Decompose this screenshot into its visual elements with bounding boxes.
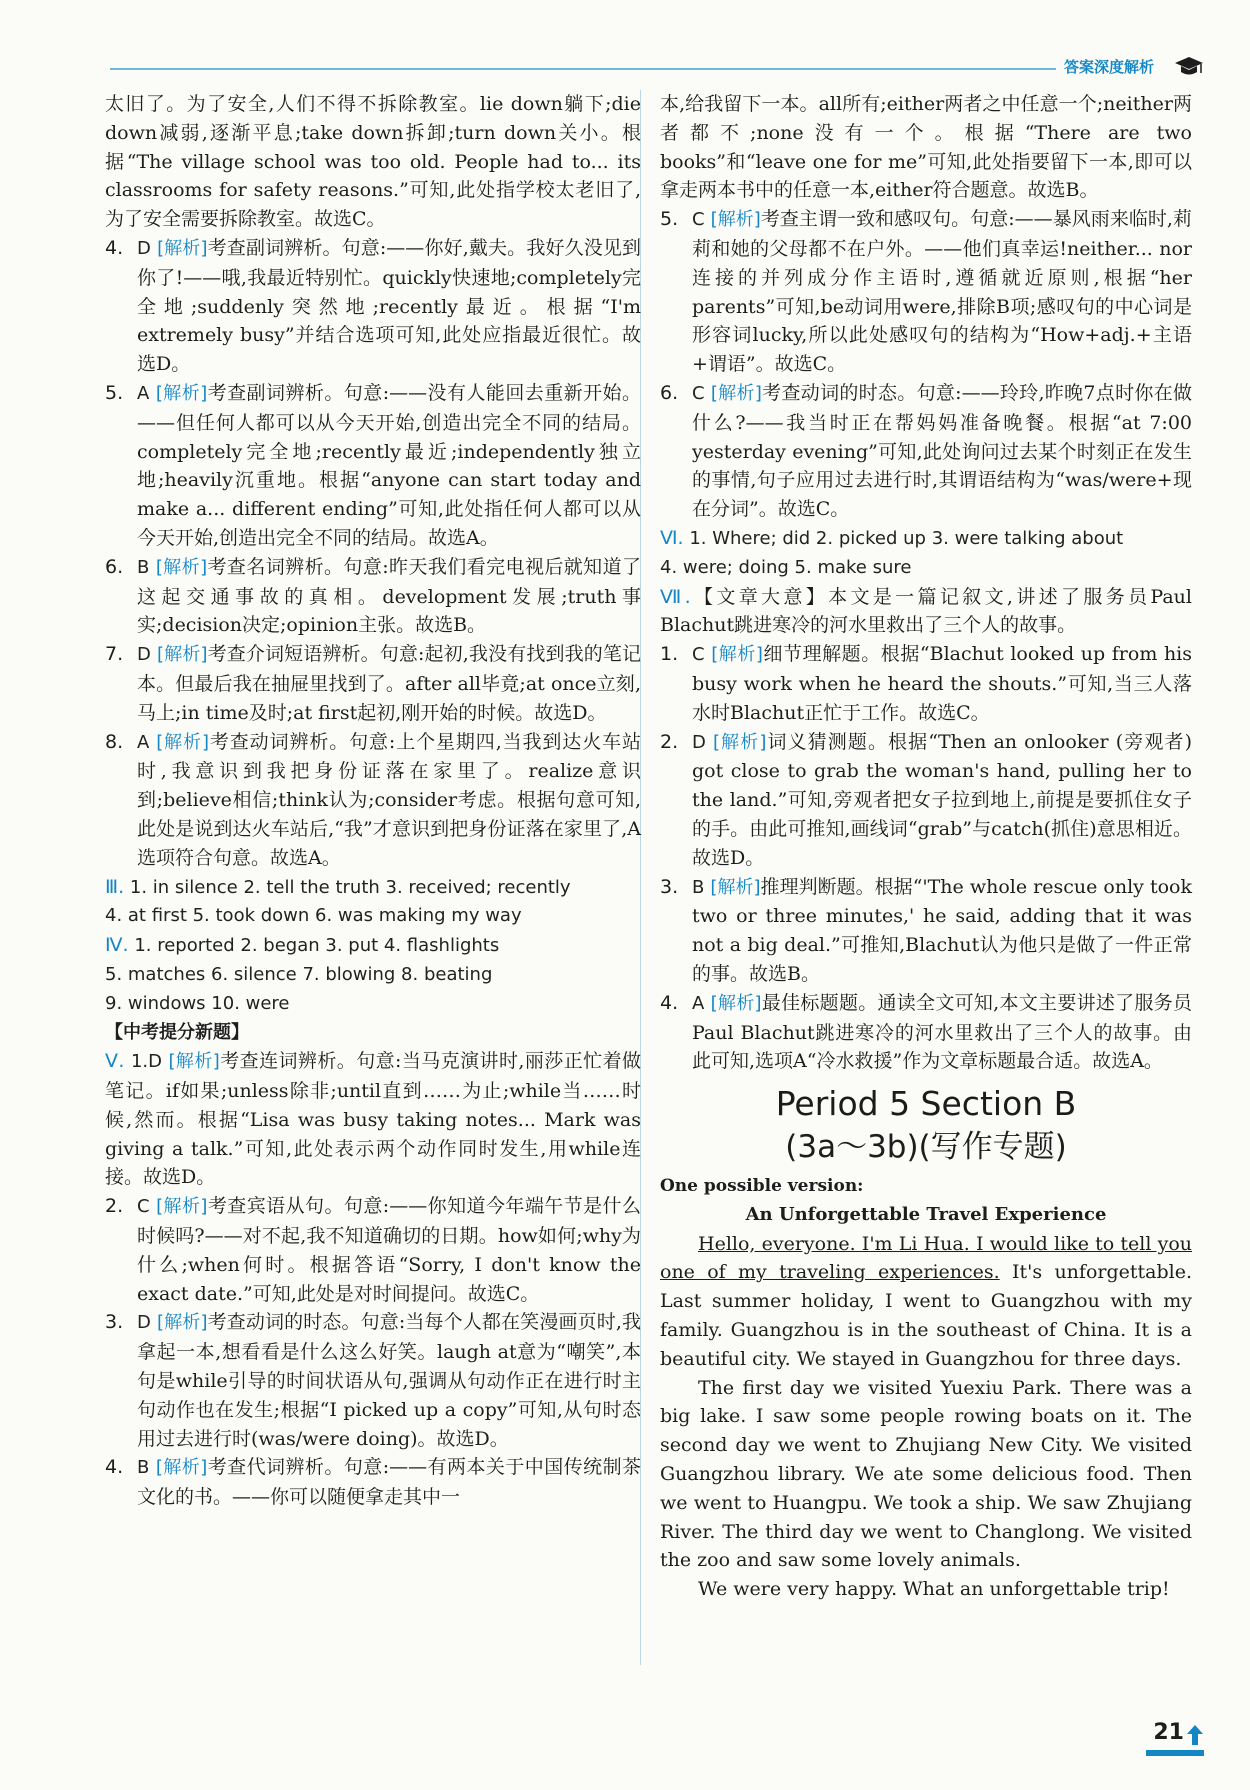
- item-number: 8.: [105, 730, 124, 753]
- answer-item: [660, 989, 1192, 1076]
- section-3: [105, 873, 641, 932]
- article-summary: 【文章大意】本文是一篇记叙文,讲述了服务员Paul Blachut跳进寒冷的河水里救出了三个人的故事。: [660, 585, 1192, 637]
- answer-item: [105, 640, 641, 727]
- essay-underlined-opening: Hello, everyone. I'm Li Hua. I would like to tell you one of my traveling experiences.: [660, 1232, 1192, 1284]
- answer-item: [105, 1192, 641, 1308]
- right-column: [660, 90, 1192, 1604]
- section-4-answers: 1. reported 2. began 3. put 4. flashlights: [134, 935, 500, 957]
- item-text: 考查动词的时态。句意:当每个人都在笑漫画页时,我拿起一本,想看看是什么这么好笑。laugh at意为“嘲笑”,本句是while引导的时间状语从句,强调从句动作正在进行时主句动作也在发生;根据“I picked up a copy”可知,从句时态用过去进行时(was/were doing)。故选D。: [137, 1311, 641, 1450]
- answer-item: [105, 1308, 641, 1453]
- section-4-line: 9. windows 10. were: [105, 992, 290, 1014]
- essay-paragraph: The first day we visited Yuexiu Park. There was a big lake. I saw some people rowing boats on it. The second day we went to Zhujiang New City. We visited Guangzhou library. We ate some delicious food. Then we went to Huangpu. We took a ship. We saw Zhujiang River. The third day we went to Changlong. We visited the zoo and saw some lovely animals.: [660, 1376, 1192, 1572]
- analysis-tag: [解析]: [157, 237, 208, 259]
- answer-item: [105, 1453, 641, 1512]
- answer-item: [660, 728, 1192, 873]
- item-text: 考查动词辨析。句意:上个星期四,当我到达火车站时,我意识到我把身份证落在家里了。realize意识到;believe相信;think认为;consider考虑。根据句意可知,此处是说到达火车站后,“我”才意识到把身份证落在家里了,A选项符合句意。故选A。: [137, 730, 641, 869]
- section-4-line: [105, 931, 641, 961]
- section-5: [105, 1047, 641, 1512]
- item-number: 2.: [105, 1195, 124, 1218]
- analysis-tag: [解析]: [157, 644, 208, 666]
- section-5-label: Ⅴ.: [105, 1050, 125, 1073]
- analysis-tag: [解析]: [155, 1457, 208, 1479]
- item-text: 细节理解题。根据“Blachut looked up from his busy work when he heard the shouts.”可知,当三人落水时Blachut正忙于工作。故选C。: [692, 643, 1193, 724]
- section-6-answers: 1. Where; did 2. picked up 3. were talking about: [689, 527, 1124, 549]
- section-7: [660, 583, 1192, 1077]
- analysis-tag: [解析]: [157, 1312, 208, 1334]
- item-text: 考查主谓一致和感叹句。句意:——暴风雨来临时,莉莉和她的父母都不在户外。——他们真幸运!neither... nor连接的并列成分作主语时,遵循就近原则,根据“her parents”可知,be动词用were,排除B项;感叹句的中心词是形容词lucky,所以此处感叹句的结构为“How+adj.+主语+谓语”。故选C。: [692, 208, 1192, 376]
- answer-item: [660, 640, 1192, 727]
- item-number: 2.: [660, 730, 679, 753]
- analysis-tag: [解析]: [710, 382, 762, 404]
- section-6-label: Ⅵ.: [660, 526, 684, 549]
- item-number: 3.: [105, 1311, 124, 1334]
- item-number: 5.: [660, 208, 679, 231]
- essay-body: [660, 1230, 1192, 1604]
- item-text: 考查代词辨析。句意:——有两本关于中国传统制茶文化的书。——你可以随便拿走其中一: [137, 1456, 642, 1509]
- version-label: One possible version:: [660, 1176, 864, 1197]
- left-items: [105, 234, 641, 873]
- analysis-tag: [解析]: [155, 556, 208, 578]
- item-number: 7.: [105, 643, 124, 666]
- item-answer: A: [692, 992, 705, 1014]
- section-4: [105, 931, 641, 1018]
- essay-text: It's unforgettable. Last summer holiday, I went to Guangzhou with my family. Guangzhou is in the southeast of China. It is a beautiful city. We stayed in Guangzhou for three days.: [660, 1261, 1192, 1370]
- essay-title: An Unforgettable Travel Experience: [745, 1203, 1107, 1225]
- analysis-tag: [解析]: [711, 644, 763, 666]
- header-label: 答案深度解析: [1056, 56, 1188, 77]
- item-text: 推理判断题。根据“'The whole rescue only took two or three minutes,' he said, adding that it was not a big deal.”可推知,Blachut认为他只是做了一件正常的事。故选B。: [692, 875, 1192, 985]
- new-questions-title: 【中考提分新题】: [105, 1021, 249, 1043]
- item-number: 3.: [660, 875, 679, 898]
- right-intro: 本,给我留下一本。all所有;either两者之中任意一个;neither两者都不;none没有一个。根据“There are two books”和“leave one for me”可知,此处指要留下一本,即可以拿走两本书中的任意一本,either符合题意。故选B。: [660, 93, 1192, 202]
- answer-item: [660, 379, 1192, 524]
- essay-paragraph: [660, 1230, 1192, 1374]
- item-number: 1.: [130, 1051, 149, 1073]
- answer-item: [105, 728, 641, 873]
- answer-item: [660, 205, 1192, 379]
- section-3-line: [105, 873, 641, 903]
- item-answer: C: [692, 382, 705, 404]
- item-answer: A: [137, 382, 150, 404]
- analysis-tag: [解析]: [155, 382, 208, 404]
- analysis-tag: [解析]: [156, 731, 209, 753]
- item-text: 考查副词辨析。句意:——没有人能回去重新开始。——但任何人都可以从今天开始,创造出完全不同的结局。completely完全地;recently最近;independently独立地;heavily沉重地。根据“anyone can start today and make a... different ending”可知,此处指任何人都可以从今天开始,创造出完全不同的结局。故选A。: [137, 381, 642, 549]
- page-number-underline: [1146, 1750, 1204, 1756]
- essay-paragraph: We were very happy. What an unforgettable trip!: [698, 1578, 1170, 1601]
- answer-item: [660, 873, 1192, 989]
- section-6: [660, 524, 1192, 583]
- analysis-tag: [解析]: [710, 876, 761, 898]
- left-intro: 太旧了。为了安全,人们不得不拆除教室。lie down躺下;die down减弱,逐渐平息;take down拆卸;turn down关小。根据“The village school was too old. People had to... its classrooms for safety reasons.”可知,此处指学校太老旧了,为了安全需要拆除教室。故选C。: [105, 93, 641, 231]
- section-6-line: [660, 524, 1192, 554]
- item-number: 1.: [660, 643, 679, 666]
- answer-item: [105, 379, 641, 553]
- section-6-line: 4. were; doing 5. make sure: [660, 556, 912, 578]
- item-number: 4.: [660, 991, 679, 1014]
- answer-item: [105, 553, 641, 640]
- item-answer: B: [137, 556, 150, 578]
- item-text: 最佳标题题。通读全文可知,本文主要讲述了服务员Paul Blachut跳进寒冷的河水里救出了三个人的故事。由此可知,选项A“冷水救援”作为文章标题最合适。故选A。: [692, 991, 1193, 1073]
- section-3-line: 4. at first 5. took down 6. was making my way: [105, 905, 522, 927]
- left-column: [105, 90, 641, 1512]
- item-number: 6.: [660, 381, 679, 404]
- item-answer: A: [137, 731, 150, 753]
- item-text: 考查介词短语辨析。句意:起初,我没有找到我的笔记本。但最后我在抽屉里找到了。after all毕竟;at once立刻,马上;in time及时;at first起初,刚开始的时候。故选D。: [137, 643, 641, 724]
- section-4-line: 5. matches 6. silence 7. blowing 8. beating: [105, 963, 493, 985]
- item-answer: C: [692, 644, 705, 666]
- item-number: 4.: [105, 1456, 124, 1479]
- arrow-up-icon: [1186, 1724, 1204, 1746]
- section-3-label: Ⅲ.: [105, 875, 125, 898]
- item-answer: D: [148, 1051, 162, 1073]
- header-rule: [110, 68, 1070, 70]
- item-number: 5.: [105, 381, 124, 404]
- section-3-answers: 1. in silence 2. tell the truth 3. received; recently: [129, 876, 571, 898]
- analysis-tag: [解析]: [710, 992, 762, 1014]
- item-answer: B: [692, 876, 705, 898]
- answer-item: [105, 234, 641, 379]
- item-text: 考查副词辨析。句意:——你好,戴夫。我好久没见到你了!——哦,我最近特别忙。quickly快速地;completely完全地;suddenly突然地;recently最近。根据“I'm extremely busy”并结合选项可知,此处应指最近很忙。故选D。: [137, 236, 642, 376]
- item-text: 考查连词辨析。句意:当马克演讲时,丽莎正忙着做笔记。if如果;unless除非;until直到……为止;while当……时候,然而。根据“Lisa was busy taking notes... Mark was giving a talk.”可知,此处表示两个动作同时发生,用while连接。故选D。: [105, 1050, 641, 1189]
- period-subtitle: (3a～3b)(写作专题): [785, 1129, 1067, 1166]
- period-title: Period 5 Section B: [775, 1084, 1077, 1124]
- item-text: 词义猜测题。根据“Then an onlooker (旁观者) got close to grab the woman's hand, pulling her to the land.”可知,旁观者把女子拉到地上,前提是要抓住女子的手。由此可推知,画线词“grab”与catch(抓住)意思相近。故选D。: [692, 730, 1192, 869]
- item-text: 考查动词的时态。句意:——玲玲,昨晚7点时你在做什么?——我当时正在帮妈妈准备晚餐。根据“at 7:00 yesterday evening”可知,此处询问过去某个时刻正在发生的事情,句子应用过去进行时,其谓语结构为“was/were+现在分词”。故选C。: [692, 381, 1193, 521]
- item-answer: D: [692, 731, 706, 753]
- item-number: 4.: [105, 236, 124, 259]
- item-answer: D: [137, 237, 151, 259]
- section-7-label: Ⅶ.: [660, 585, 691, 608]
- page-number: 21: [1153, 1720, 1184, 1745]
- item-answer: D: [137, 1312, 151, 1334]
- item-text: 考查名词辨析。句意:昨天我们看完电视后就知道了这起交通事故的真相。development发展;truth事实;decision决定;opinion主张。故选B。: [137, 555, 642, 637]
- item-answer: B: [137, 1457, 150, 1479]
- item-answer: C: [692, 209, 705, 231]
- analysis-tag: [解析]: [713, 731, 767, 753]
- graduation-cap-icon: [1174, 54, 1204, 78]
- analysis-tag: [解析]: [168, 1051, 220, 1073]
- item-answer: C: [137, 1196, 150, 1218]
- section-4-label: Ⅳ.: [105, 934, 129, 957]
- item-number: 6.: [105, 555, 124, 578]
- section-7-summary: [660, 583, 1192, 641]
- item-text: 考查宾语从句。句意:——你知道今年端午节是什么时候吗?——对不起,我不知道确切的日期。how如何;why为什么;when何时。根据答语“Sorry, I don't know the exact date.”可知,此处是对时间提问。故选C。: [137, 1195, 641, 1305]
- analysis-tag: [解析]: [156, 1196, 208, 1218]
- item-answer: D: [137, 644, 151, 666]
- answer-item: [105, 1047, 641, 1192]
- analysis-tag: [解析]: [710, 209, 761, 231]
